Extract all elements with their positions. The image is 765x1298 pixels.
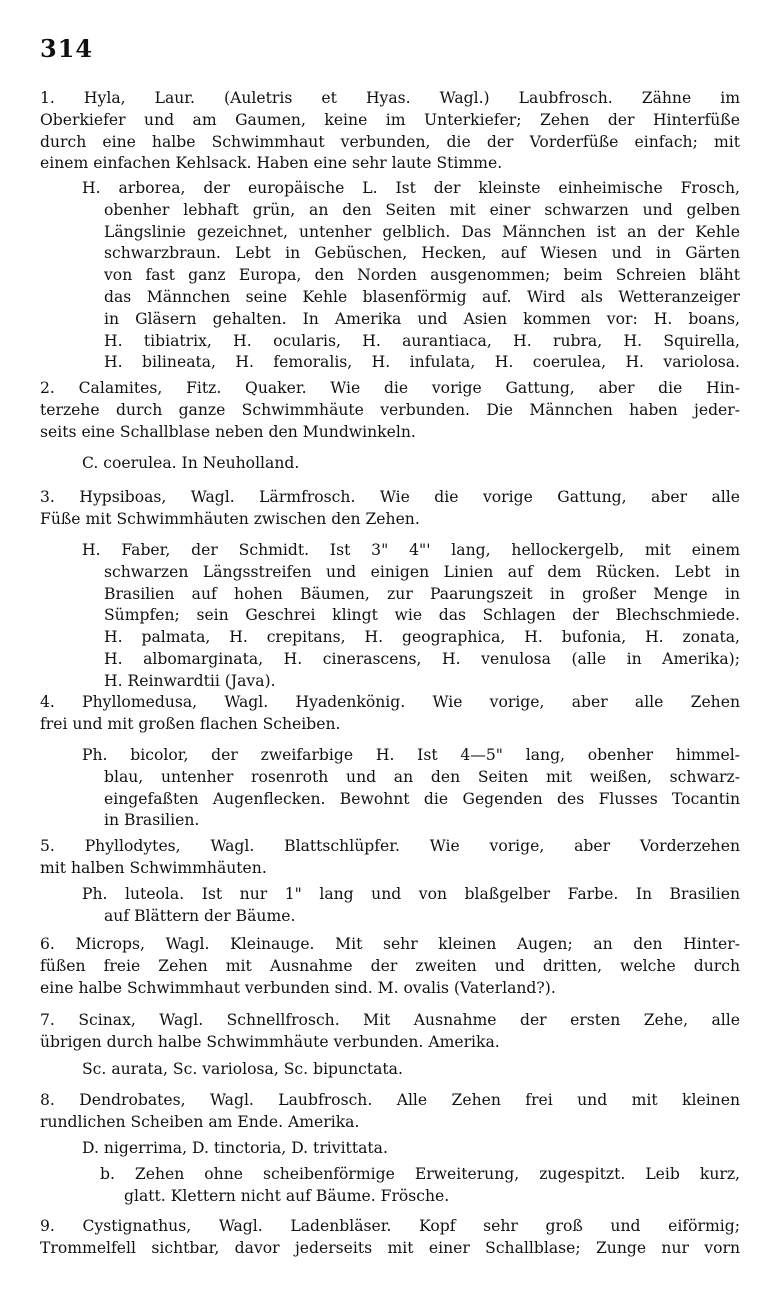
species-block-hyla [40,178,740,374]
text-line: H. tibiatrix, H. ocularis, H. aurantiaca, H. rubra, H. Squirella, [104,331,740,350]
genus-entry-calamites [40,378,740,443]
text-line: von fast ganz Europa, den Norden ausgenommen; beim Schreien bläht [104,266,740,285]
text-line: Füße mit Schwimmhäuten zwischen den Zehen. [40,509,420,528]
text-line: blau, untenher rosenroth und an den Seiten mit weißen, schwarz- [104,767,740,786]
text-line: eingefaßten Augenflecken. Bewohnt die Gegenden des Flusses Tocantin [104,789,740,808]
species-block-calamites [40,453,740,475]
species-block-phyllodytes [40,884,740,928]
text-line: seits eine Schallblase neben den Mundwinkeln. [40,422,416,441]
text-line: 2. Calamites, Fitz. Quaker. Wie die vorige Gattung, aber die Hin- [40,379,740,397]
text-line: H. bilineata, H. femoralis, H. infulata, H. coerulea, H. variolosa. [104,353,740,372]
text-line: b. Zehen ohne scheibenförmige Erweiterung, zugespitzt. Leib kurz, [100,1165,740,1183]
species-block-phyllomedusa [40,745,740,832]
text-line: Ph. bicolor, der zweifarbige H. Ist 4—5" lang, obenher himmel- [82,746,740,764]
text-line: D. nigerrima, D. tinctoria, D. trivittata. [82,1139,388,1157]
text-line: eine halbe Schwimmhaut verbunden sind. M. ovalis (Vaterland?). [40,978,556,997]
text-line: auf Blättern der Bäume. [104,906,296,925]
text-line: das Männchen seine Kehle blasenförmig auf. Wird als Wetteranzeiger [104,287,740,306]
text-line: Sümpfen; sein Geschrei klingt wie das Schlagen der Blechschmiede. [104,606,740,625]
genus-entry-scinax [40,1010,740,1054]
text-line: H. Faber, der Schmidt. Ist 3" 4"' lang, hellockergelb, mit einem [82,541,740,559]
species-block-scinax [40,1059,740,1081]
text-line: frei und mit großen flachen Scheiben. [40,714,341,733]
text-line: mit halben Schwimmhäuten. [40,858,267,877]
genus-entry-cystignathus [40,1216,740,1260]
text-line: 5. Phyllodytes, Wagl. Blattschlüpfer. Wie vorige, aber Vorderzehen [40,837,740,855]
text-line: 4. Phyllomedusa, Wagl. Hyadenkönig. Wie vorige, aber alle Zehen [40,693,740,711]
page-number: 314 [40,34,94,63]
subgroup-b [40,1164,740,1208]
text-line: rundlichen Scheiben am Ende. Amerika. [40,1112,360,1131]
text-line: in Gläsern gehalten. In Amerika und Asien kommen vor: H. boans, [104,309,740,328]
text-line: 3. Hypsiboas, Wagl. Lärmfrosch. Wie die vorige Gattung, aber alle [40,488,740,506]
text-line: übrigen durch halbe Schwimmhäute verbunden. Amerika. [40,1032,500,1051]
text-line: terzehe durch ganze Schwimmhäute verbunden. Die Männchen haben jeder- [40,400,740,419]
text-line: einem einfachen Kehlsack. Haben eine sehr laute Stimme. [40,154,503,173]
text-line: H. palmata, H. crepitans, H. geographica, H. bufonia, H. zonata, [104,628,740,647]
text-line: H. arborea, der europäische L. Ist der kleinste einheimische Frosch, [82,179,740,197]
genus-entry-hypsiboas [40,487,740,531]
text-line: füßen freie Zehen mit Ausnahme der zweiten und dritten, welche durch [40,956,740,975]
text-line: C. coerulea. In Neuholland. [82,454,300,472]
text-line: 1. Hyla, Laur. (Auletris et Hyas. Wagl.) Laubfrosch. Zähne im [40,89,740,107]
text-line: schwarzen Längsstreifen und einigen Linien auf dem Rücken. Lebt in [104,562,740,581]
text-line: 6. Microps, Wagl. Kleinauge. Mit sehr kleinen Augen; an den Hinter- [40,935,740,953]
text-line: Trommelfell sichtbar, davor jederseits mit einer Schallblase; Zunge nur vorn [40,1238,740,1257]
text-line: 8. Dendrobates, Wagl. Laubfrosch. Alle Zehen frei und mit kleinen [40,1091,740,1109]
text-line: 7. Scinax, Wagl. Schnellfrosch. Mit Ausnahme der ersten Zehe, alle [40,1011,740,1029]
genus-entry-phyllomedusa [40,692,740,736]
species-block-dendrobates [40,1138,740,1160]
text-line: 9. Cystignathus, Wagl. Ladenbläser. Kopf sehr groß und eiförmig; [40,1217,740,1235]
genus-entry-hyla [40,88,740,175]
text-line: H. albomarginata, H. cinerascens, H. venulosa (alle in Amerika); [104,649,740,668]
text-line: Brasilien auf hohen Bäumen, zur Paarungszeit in großer Menge in [104,584,740,603]
genus-entry-dendrobates [40,1090,740,1134]
text-line: durch eine halbe Schwimmhaut verbunden, die der Vorderfüße einfach; mit [40,132,740,151]
genus-entry-phyllodytes [40,836,740,880]
text-line: in Brasilien. [104,811,200,830]
text-line: glatt. Klettern nicht auf Bäume. Frösche. [124,1186,450,1205]
text-line: obenher lebhaft grün, an den Seiten mit einer schwarzen und gelben [104,200,740,219]
text-line: Sc. aurata, Sc. variolosa, Sc. bipunctata. [82,1060,403,1078]
text-line: H. Reinwardtii (Java). [104,671,276,690]
text-line: schwarzbraun. Lebt in Gebüschen, Hecken, auf Wiesen und in Gärten [104,244,740,263]
genus-entry-microps [40,934,740,999]
species-block-hypsiboas [40,540,740,693]
text-line: Oberkiefer und am Gaumen, keine im Unterkiefer; Zehen der Hinterfüße [40,110,740,129]
text-line: Ph. luteola. Ist nur 1" lang und von blaßgelber Farbe. In Brasilien [82,885,740,903]
text-line: Längslinie gezeichnet, untenher gelblich. Das Männchen ist an der Kehle [104,222,740,241]
